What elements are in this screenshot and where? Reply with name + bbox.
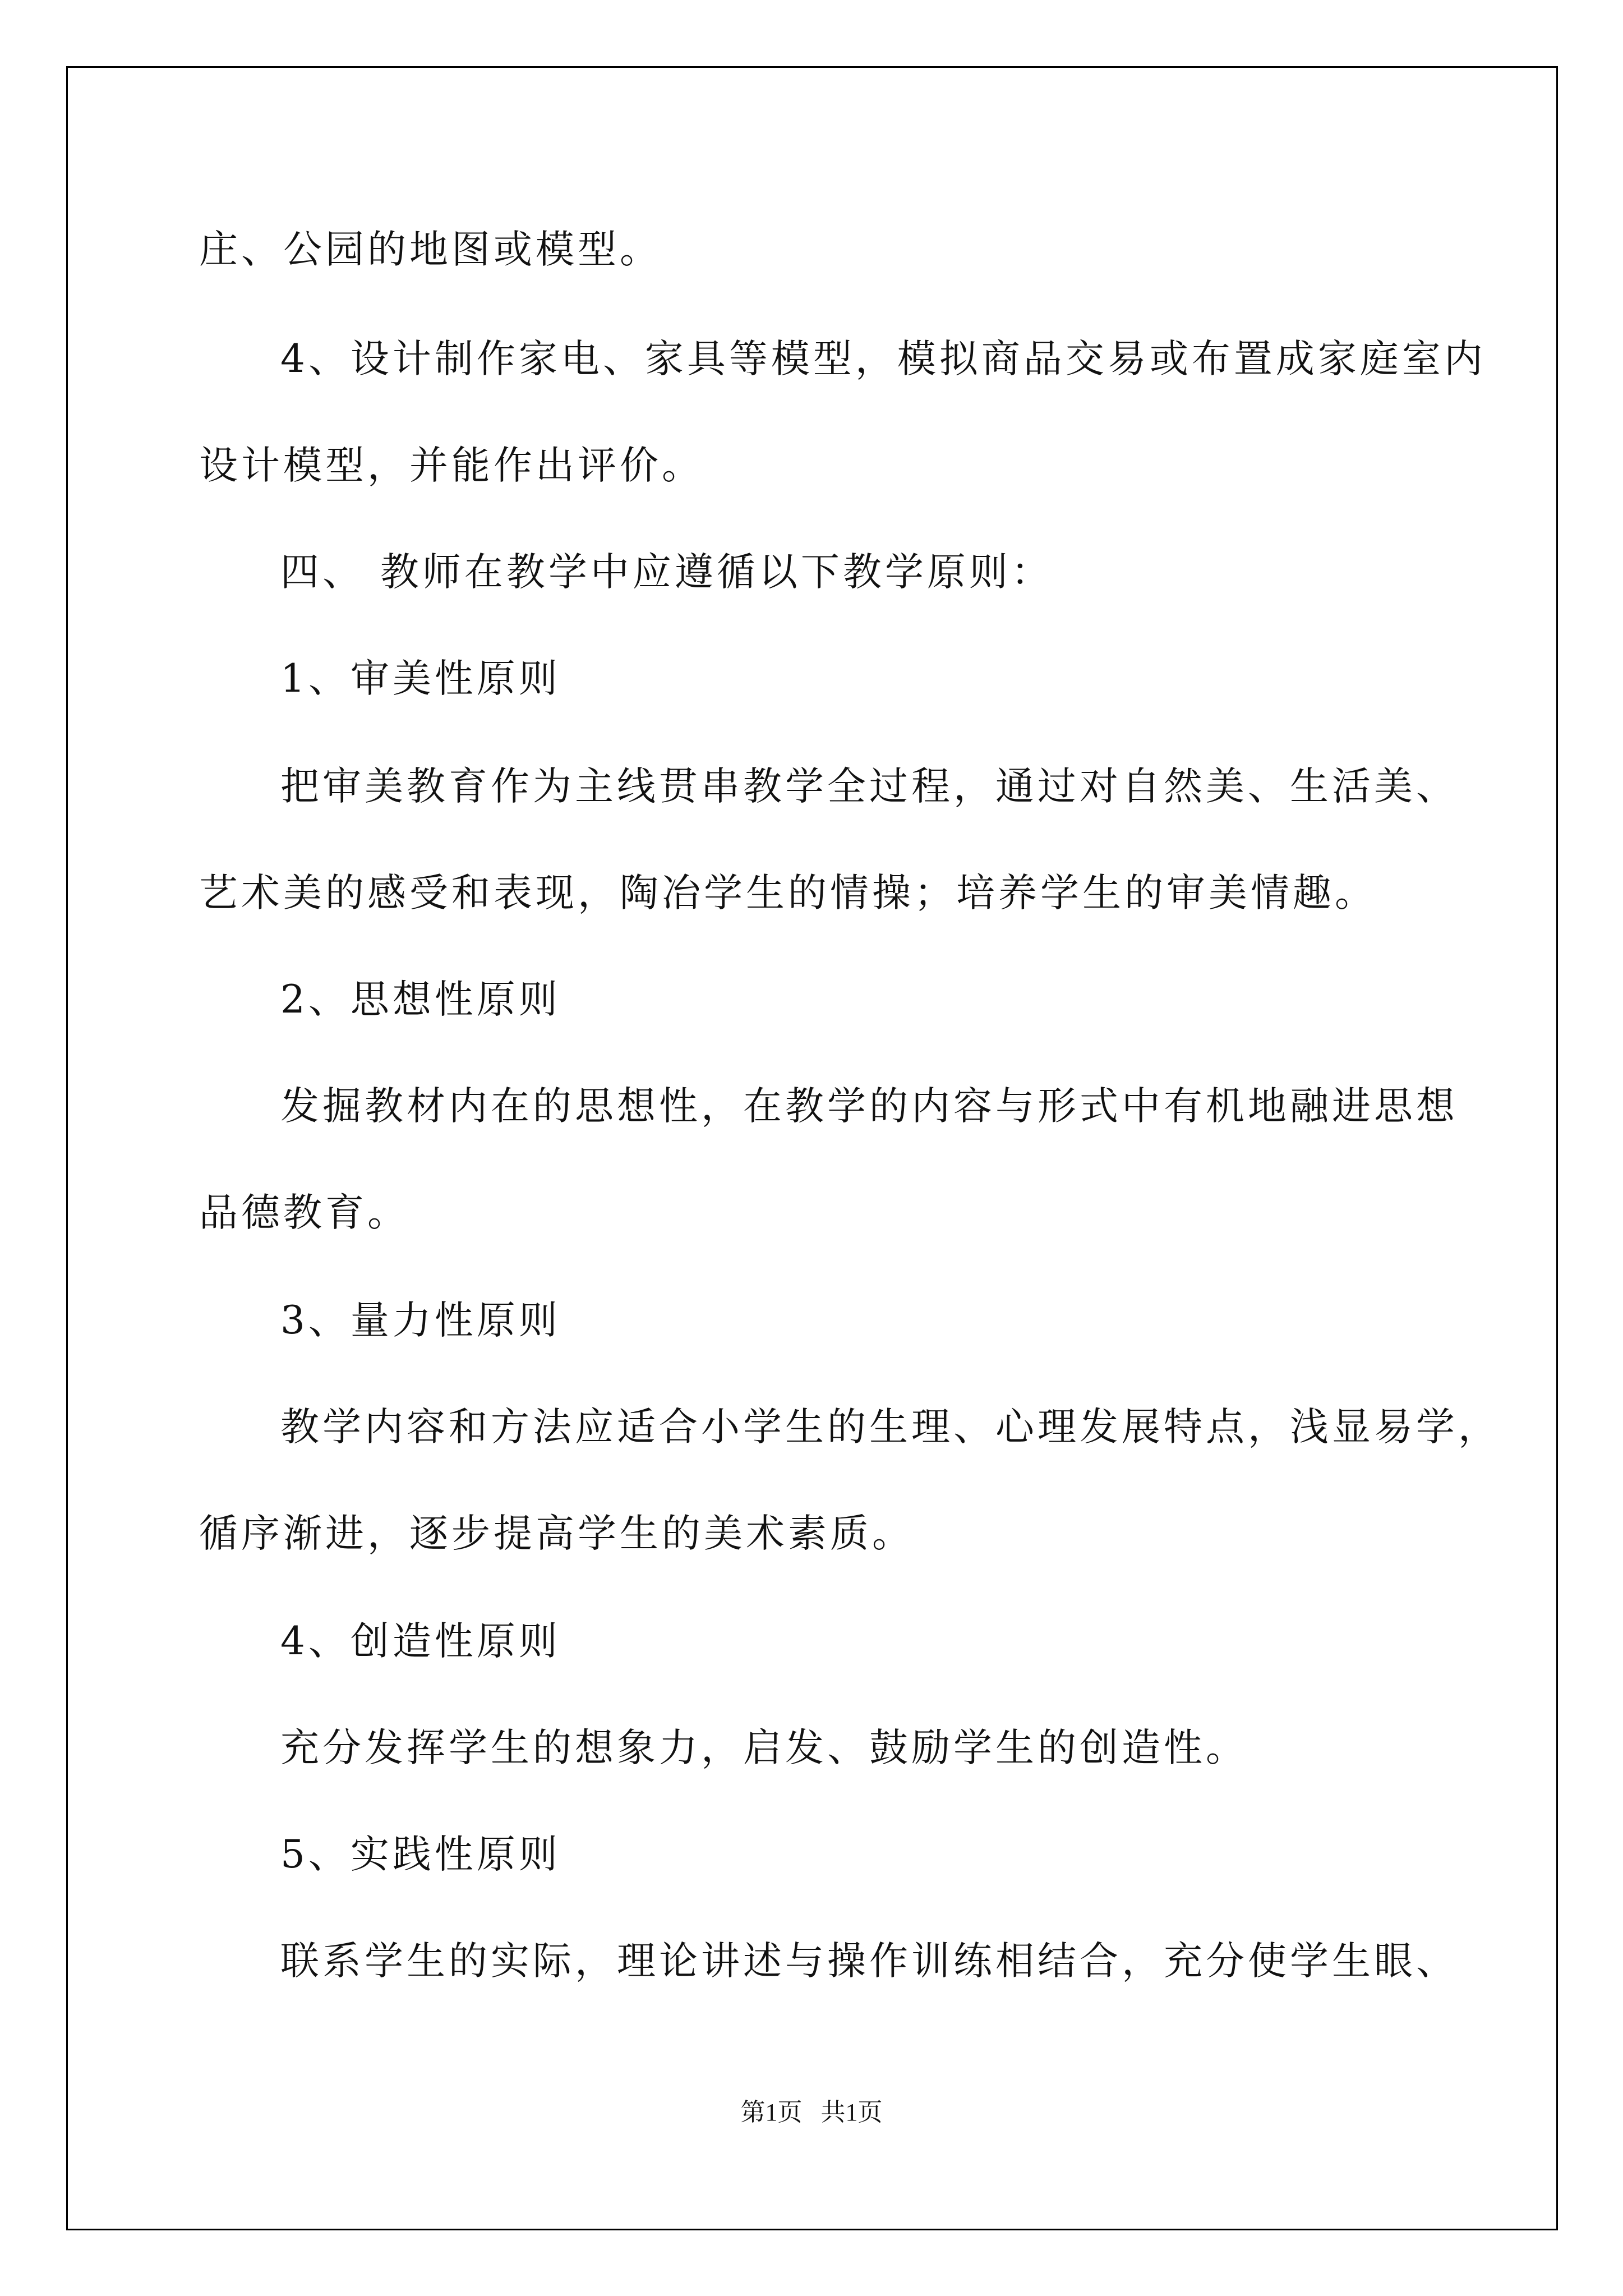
- paragraph-line: 4、设计制作家电、家具等模型，模拟商品交易或布置成家庭室内: [280, 337, 1486, 381]
- page-border: [66, 66, 1558, 2230]
- principle-heading: 2、思想性原则: [280, 977, 561, 1022]
- paragraph-line: 艺术美的感受和表现，陶冶学生的情操；培养学生的审美情趣。: [199, 871, 1377, 915]
- paragraph-line: 教学内容和方法应适合小学生的生理、心理发展特点，浅显易学，: [280, 1405, 1500, 1450]
- principle-heading: 3、量力性原则: [280, 1298, 561, 1343]
- page-number-footer: 第1页 共1页: [740, 2099, 883, 2126]
- principle-heading: 5、实践性原则: [280, 1832, 561, 1877]
- paragraph-line: 充分发挥学生的想象力，启发、鼓励学生的创造性。: [280, 1726, 1248, 1770]
- paragraph-line: 发掘教材内在的思想性，在教学的内容与形式中有机地融进思想: [280, 1084, 1458, 1129]
- paragraph-line: 设计模型，并能作出评价。: [199, 443, 704, 488]
- principle-heading: 1、审美性原则: [280, 656, 561, 701]
- paragraph-line: 联系学生的实际，理论讲述与操作训练相结合，充分使学生眼、: [280, 1939, 1458, 1984]
- paragraph-line: 庄、公园的地图或模型。: [199, 227, 662, 272]
- paragraph-line: 循序渐进，逐步提高学生的美术素质。: [199, 1511, 914, 1556]
- paragraph-line: 品德教育。: [199, 1190, 409, 1235]
- paragraph-line: 把审美教育作为主线贯串教学全过程，通过对自然美、生活美、: [280, 764, 1458, 809]
- section-heading: 四、 教师在教学中应遵循以下教学原则：: [280, 550, 1053, 595]
- principle-heading: 4、创造性原则: [280, 1619, 561, 1664]
